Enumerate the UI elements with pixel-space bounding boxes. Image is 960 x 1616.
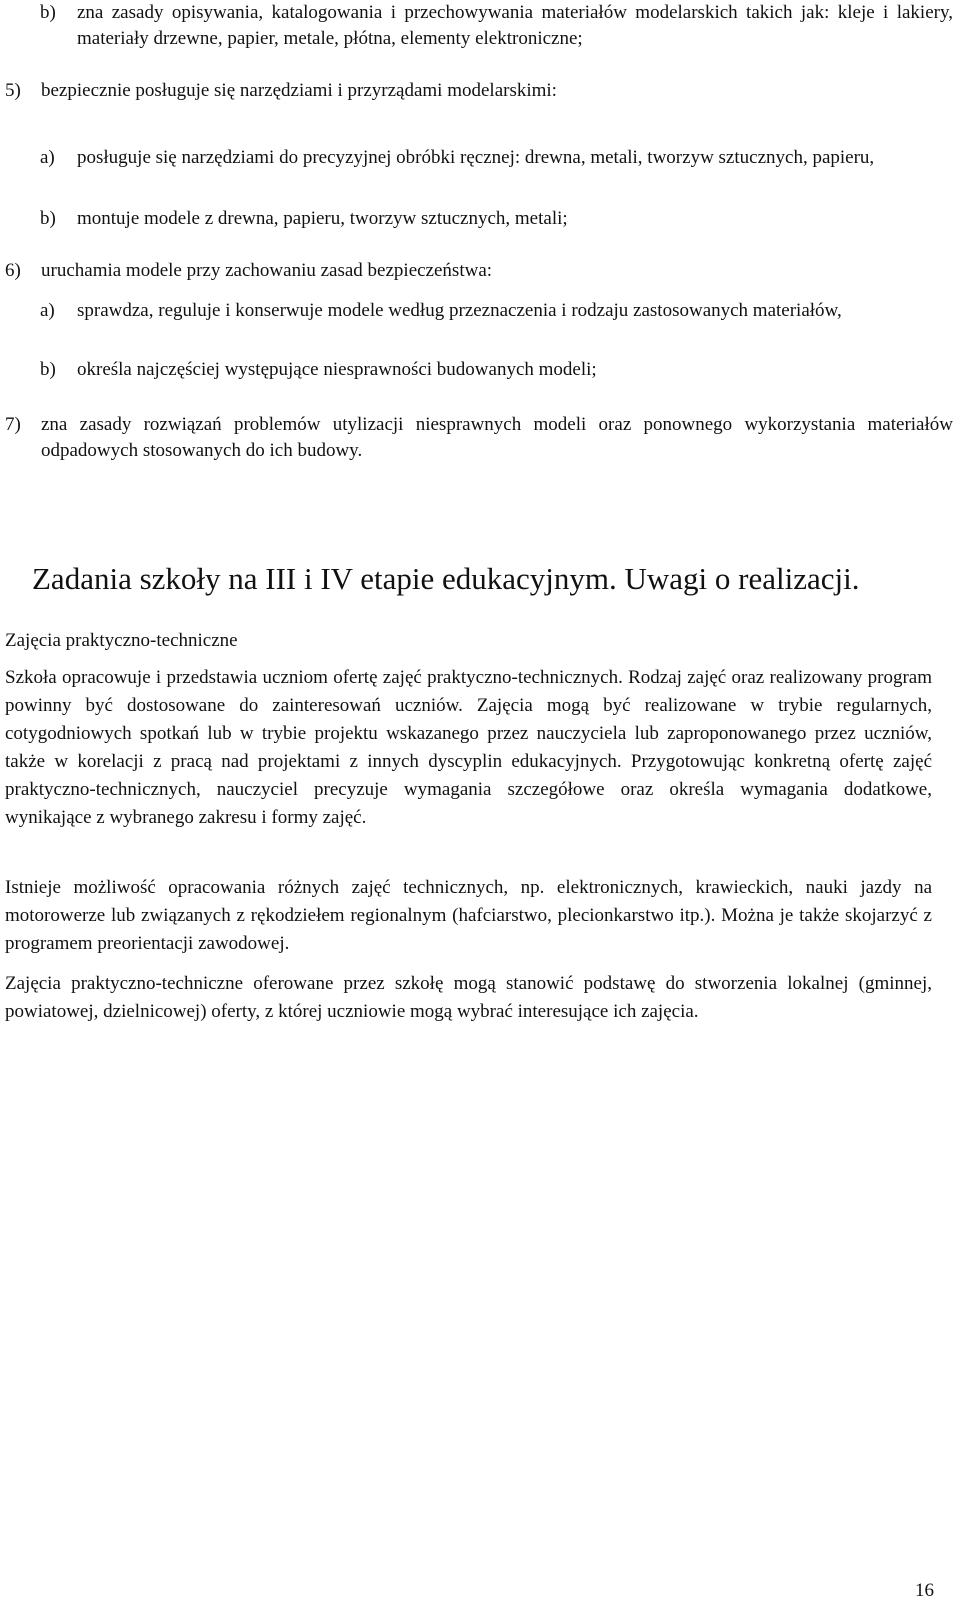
- list-item-text: posługuje się narzędziami do precyzyjnej obróbki ręcznej: drewna, metali, tworzyw sztucznych, papieru,: [77, 147, 875, 168]
- list-item-7: [5, 412, 953, 464]
- paragraph-offer: Szkoła opracowuje i przedstawia uczniom ofertę zajęć praktyczno-technicznych. Rodzaj zajęć oraz realizowany program powinny być dostosowane do zainteresowań uczniów. Zajęcia mogą być realizowane w trybie regularnych, cotygodniowych spotkań lub w trybie projektu wskazanego przez nauczyciela lub zaproponowanego przez uczniów, także w korelacji z pracą nad projektami z innych dyscyplin edukacyjnych. Przygotowując konkretną ofertę zajęć praktyczno-technicznych, nauczyciel precyzuje wymagania szczegółowe oraz określa wymagania dodatkowe, wynikające z wybranego zakresu i formy zajęć.: [5, 667, 932, 828]
- list-item-text: określa najczęściej występujące niesprawności budowanych modeli;: [77, 359, 597, 380]
- paragraph-options: Istnieje możliwość opracowania różnych zajęć technicznych, np. elektronicznych, krawieckich, nauki jazdy na motorowerze lub związanych z rękodziełem regionalnym (hafciarstwo, plecionkarstwo itp.). Można je także skojarzyć z programem preorientacji zawodowej.: [5, 877, 932, 954]
- list-item-6: [5, 258, 953, 284]
- page-number: 16: [915, 1580, 934, 1601]
- list-item-6b: [40, 357, 953, 383]
- list-item-5a: [40, 145, 953, 171]
- list-item-5b: [40, 206, 953, 232]
- list-marker: 6): [5, 260, 21, 281]
- list-item-text: zna zasady rozwiązań problemów utylizacji niesprawnych modeli oraz ponownego wykorzystania materiałów odpadowych stosowanych do ich budowy.: [41, 414, 953, 461]
- list-item-text: montuje modele z drewna, papieru, tworzyw sztucznych, metali;: [77, 208, 568, 229]
- list-item-6a: [40, 298, 953, 324]
- list-item-b-materials: [40, 0, 953, 52]
- list-marker: b): [40, 359, 56, 380]
- paragraph-local-offer: Zajęcia praktyczno-techniczne oferowane przez szkołę mogą stanowić podstawę do stworzenia lokalnej (gminnej, powiatowej, dzielnicowej) oferty, z której uczniowie mogą wybrać interesujące ich zajęcia.: [5, 973, 932, 1022]
- list-marker: a): [40, 147, 55, 168]
- list-item-text: zna zasady opisywania, katalogowania i przechowywania materiałów modelarskich takich jak: kleje i lakiery, materiały drzewne, papier, metale, płótna, elementy elektroniczne;: [77, 2, 953, 49]
- list-item-text: bezpiecznie posługuje się narzędziami i przyrządami modelarskimi:: [41, 80, 557, 101]
- list-marker: b): [40, 208, 56, 229]
- list-marker: 5): [5, 80, 21, 101]
- list-item-text: sprawdza, reguluje i konserwuje modele według przeznaczenia i rodzaju zastosowanych materiałów,: [77, 300, 842, 321]
- list-marker: 7): [5, 414, 21, 435]
- section-heading: Zadania szkoły na III i IV etapie edukacyjnym. Uwagi o realizacji.: [32, 561, 860, 596]
- list-marker: a): [40, 300, 55, 321]
- list-marker: b): [40, 2, 56, 23]
- list-item-text: uruchamia modele przy zachowaniu zasad bezpieczeństwa:: [41, 260, 493, 281]
- section-subheading: Zajęcia praktyczno-techniczne: [5, 630, 238, 651]
- list-item-5: [5, 78, 953, 104]
